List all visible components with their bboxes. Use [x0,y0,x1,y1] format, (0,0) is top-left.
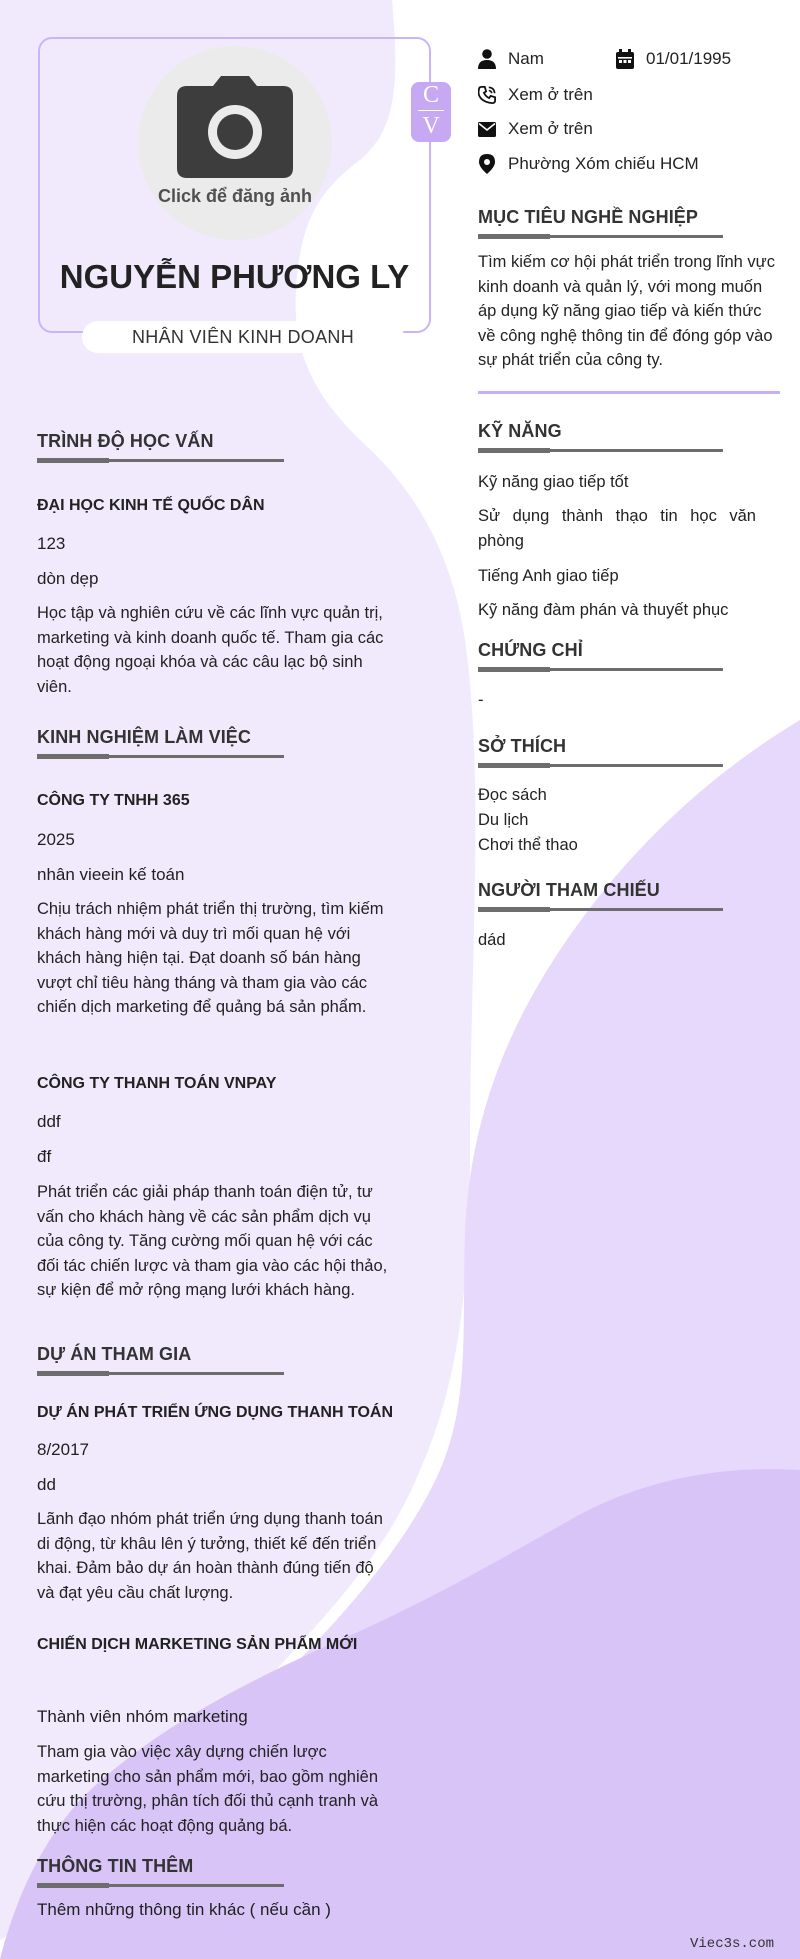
project-description[interactable]: Tham gia vào việc xây dựng chiến lược marketing cho sản phẩm mới, bao gồm nghiên cứu thị trường, phân tích đối thủ cạnh tranh và thực hiện các hoạt động quảng bá. [37,1743,379,1835]
objective-heading: MỤC TIÊU NGHỀ NGHIỆP [478,207,699,227]
person-icon [478,49,496,69]
project-role[interactable]: dd [37,1475,56,1494]
photo-upload-label: Click để đăng ảnh [157,186,313,206]
camera-icon [177,76,293,178]
email-value: Xem ở trên [508,119,593,138]
gender-value: Nam [508,49,544,68]
additional-text[interactable]: Thêm những thông tin khác ( nếu cần ) [37,1900,331,1919]
additional-section [37,1856,284,1887]
job-description[interactable]: Chịu trách nhiệm phát triển thị trường, tìm kiếm khách hàng mới và duy trì mối quan hệ với khách hàng hiện tại. Đạt doanh số bán hàng vượt chỉ tiêu hàng tháng và tham gia vào các chiến dịch marketing để quảng bá sản phẩm. [37,900,384,1017]
hobby-item[interactable]: Đọc sách [478,786,547,804]
cv-badge-separator [418,110,444,111]
references-section [478,880,723,911]
additional-heading: THÔNG TIN THÊM [37,1856,194,1876]
school-name[interactable]: ĐẠI HỌC KINH TẾ QUỐC DÂN [37,497,265,514]
education-description[interactable]: Học tập và nghiên cứu về các lĩnh vực quản trị, marketing và kinh doanh quốc tế. Tham gia các hoạt động ngoại khóa và các câu lạc bộ sinh viên. [37,604,384,696]
heading-underline [37,1884,284,1887]
hobbies-section [478,736,723,767]
skills-section [478,421,723,452]
company-name[interactable]: CÔNG TY TNHH 365 [37,792,190,809]
hobbies-heading: SỞ THÍCH [478,736,567,756]
education-heading: TRÌNH ĐỘ HỌC VẤN [37,431,214,451]
hobby-item[interactable]: Chơi thể thao [478,836,578,854]
certificates-section [478,640,723,671]
phone-row[interactable] [478,85,593,105]
job-position[interactable]: đf [37,1147,52,1166]
job-description[interactable]: Phát triển các giải pháp thanh toán điện tử, tư vấn cho khách hàng về các sản phẩm dịch vụ của công ty. Tăng cường mối quan hệ với các đối tác chiến lược và tham gia vào các hội thảo, sự kiện để mở rộng mạng lưới khách hàng. [37,1183,388,1300]
project-time[interactable]: 8/2017 [37,1440,89,1459]
company-name[interactable]: CÔNG TY THANH TOÁN VNPAY [37,1075,277,1092]
cv-badge-letter-v: V [422,113,440,139]
projects-section [37,1344,284,1375]
education-major[interactable]: dòn dẹp [37,569,99,588]
calendar-icon [616,49,634,69]
job-position[interactable]: nhân vieein kế toán [37,865,185,884]
objective-section [478,207,723,238]
heading-underline [478,764,723,767]
email-row[interactable] [478,119,593,139]
birthday-value: 01/01/1995 [646,49,732,68]
birthday-row[interactable] [616,49,731,69]
references-heading: NGƯỜI THAM CHIẾU [478,880,660,900]
hobby-item[interactable]: Du lịch [478,811,529,829]
skill-item[interactable]: Kỹ năng giao tiếp tốt [478,473,629,491]
phone-icon [478,86,496,104]
objective-divider [478,391,780,394]
objective-text[interactable]: Tìm kiếm cơ hội phát triển trong lĩnh vực kinh doanh và quản lý, với mong muốn áp dụng kỹ năng giao tiếp và kiến thức về công nghệ thông tin để đóng góp vào sự phát triển của công ty. [478,253,775,370]
project-name[interactable]: DỰ ÁN PHÁT TRIỂN ỨNG DỤNG THANH TOÁN [37,1404,394,1421]
skill-item[interactable]: Tiếng Anh giao tiếp [478,567,619,585]
cv-badge-letter-c: C [422,82,439,108]
phone-value: Xem ở trên [508,85,593,104]
address-value: Phường Xóm chiếu HCM [508,154,699,173]
experience-section [37,727,284,758]
projects-heading: DỰ ÁN THAM GIA [37,1344,192,1364]
project-description[interactable]: Lãnh đạo nhóm phát triển ứng dụng thanh toán di động, từ khâu lên ý tưởng, thiết kế đến triển khai. Đảm bảo dự án hoàn thành đúng tiến độ và đạt yêu cầu chất lượng. [37,1510,383,1602]
cv-badge [411,82,451,142]
job-time[interactable]: 2025 [37,830,75,849]
gender-row[interactable] [478,49,544,69]
project-role[interactable]: Thành viên nhóm marketing [37,1707,248,1726]
heading-underline [478,235,723,238]
heading-underline [478,908,723,911]
heading-underline [37,1372,284,1375]
experience-heading: KINH NGHIỆM LÀM VIỆC [37,727,252,747]
skill-item[interactable]: Sử dụng thành thạo tin học văn phòng [478,507,756,550]
references-text[interactable]: dád [478,931,506,949]
candidate-name[interactable]: NGUYỄN PHƯƠNG LY [59,258,410,295]
project-name[interactable]: CHIẾN DỊCH MARKETING SẢN PHẨM MỚI [37,1636,358,1653]
education-section [37,431,284,462]
heading-underline [37,459,284,462]
education-time[interactable]: 123 [37,534,66,553]
envelope-icon [478,122,496,137]
heading-underline [478,449,723,452]
heading-underline [37,755,284,758]
job-title[interactable]: NHÂN VIÊN KINH DOANH [82,321,404,353]
job-time[interactable]: ddf [37,1112,61,1131]
location-pin-icon [478,154,496,174]
photo-upload[interactable] [138,46,332,240]
skills-heading: KỸ NĂNG [478,421,562,441]
certificates-heading: CHỨNG CHỈ [478,640,583,660]
heading-underline [478,668,723,671]
brand-watermark: Viec3s.com [689,1936,774,1952]
certificates-text[interactable]: - [478,691,484,709]
address-row[interactable] [478,154,699,174]
skill-item[interactable]: Kỹ năng đàm phán và thuyết phục [478,601,729,619]
